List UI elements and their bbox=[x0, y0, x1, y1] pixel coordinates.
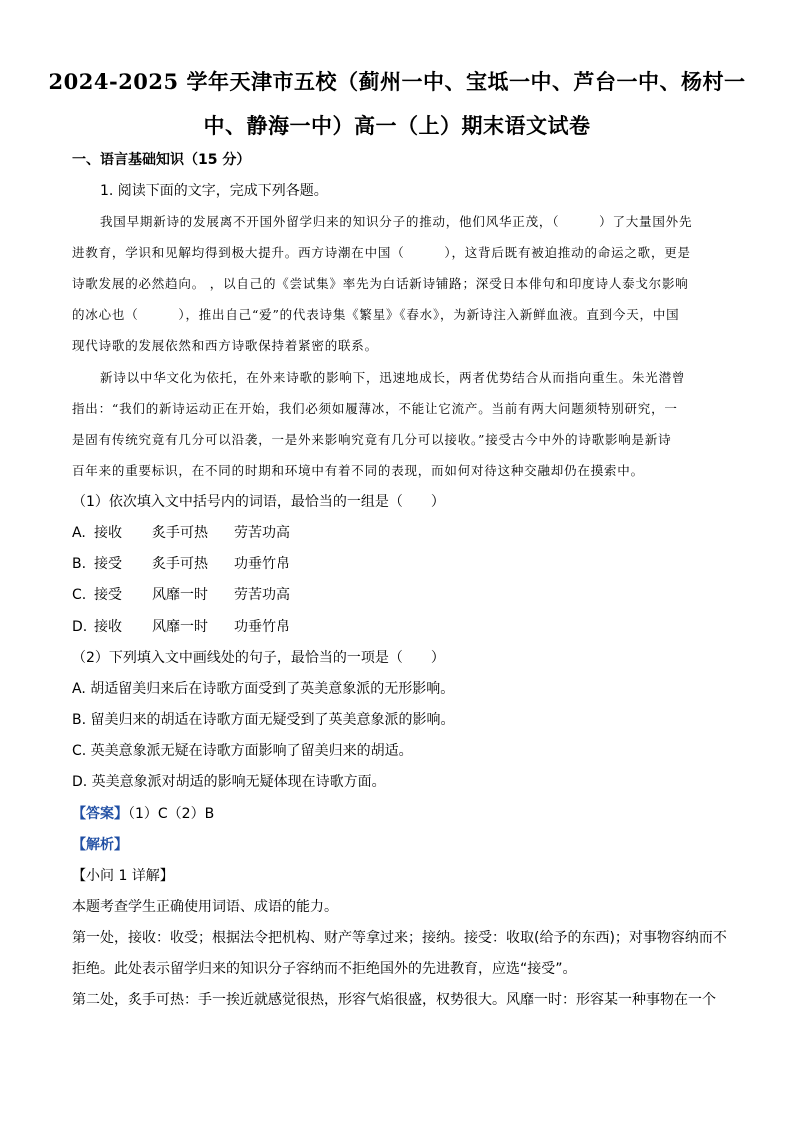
question-1-intro: 1. 阅读下面的文字，完成下列各题。 bbox=[100, 183, 328, 199]
option-key: B. bbox=[72, 556, 87, 572]
answer-line bbox=[72, 804, 214, 824]
option-word: 接受 bbox=[94, 587, 122, 603]
option-key: C. bbox=[72, 587, 87, 603]
option-b[interactable] bbox=[72, 554, 290, 574]
sub-question-1-stem: （1）依次填入文中括号内的词语，最恰当的一组是（ ） bbox=[72, 494, 445, 510]
sub-question-2-stem: （2）下列填入文中画线处的句子，最恰当的一项是（ ） bbox=[72, 650, 445, 666]
option-word: 接收 bbox=[94, 619, 122, 635]
option-c[interactable]: C. 英美意象派无疑在诗歌方面影响了留美归来的胡适。 bbox=[72, 743, 413, 759]
section-heading: 一、语言基础知识（15 分） bbox=[72, 152, 251, 168]
option-key: D. bbox=[72, 619, 88, 635]
option-word: 风靡一时 bbox=[152, 587, 208, 603]
option-word: 接受 bbox=[94, 556, 122, 572]
option-d[interactable] bbox=[72, 617, 290, 637]
option-word: 接收 bbox=[94, 525, 122, 541]
option-a[interactable]: A. 胡适留美归来后在诗歌方面受到了英美意象派的无形影响。 bbox=[72, 681, 455, 697]
explanation-line: 本题考查学生正确使用词语、成语的能力。 bbox=[72, 899, 338, 915]
option-word: 劳苦功高 bbox=[234, 525, 290, 541]
exam-title-line-2: 中、静海一中）高一（上）期末语文试卷 bbox=[203, 113, 591, 138]
passage-line: 我国早期新诗的发展离不开国外留学归来的知识分子的推动，他们风华正茂，（ ）了大量国外先 bbox=[100, 214, 693, 229]
explanation-line: 第一处，接收：收受；根据法令把机构、财产等拿过来；接纳。接受：收取(给予的东西)；对事物容纳而不 bbox=[72, 930, 727, 946]
passage-line: 诗歌发展的必然趋向。 ，以自己的《尝试集》率先为白话新诗铺路；深受日本俳句和印度诗人泰戈尔影响 bbox=[72, 276, 689, 291]
option-word: 风靡一时 bbox=[152, 619, 208, 635]
explanation-line: 第二处，炙手可热：手一挨近就感觉很热，形容气焰很盛，权势很大。风靡一时：形容某一种事物在一个 bbox=[72, 992, 716, 1008]
detail-label: 【小问 1 详解】 bbox=[72, 868, 174, 884]
explanation-line: 拒绝。此处表示留学归来的知识分子容纳而不拒绝国外的先进教育，应选“接受”。 bbox=[72, 961, 577, 977]
option-c[interactable] bbox=[72, 585, 290, 605]
analysis-label: 【解析】 bbox=[72, 837, 128, 853]
passage-line: 百年来的重要标识，在不同的时期和环境中有着不同的表现，而如何对待这种交融却仍在摸索中。 bbox=[72, 463, 644, 478]
passage-line: 现代诗歌的发展依然和西方诗歌保持着紧密的联系。 bbox=[72, 338, 378, 353]
option-key: A. bbox=[72, 525, 86, 541]
option-b[interactable]: B. 留美归来的胡适在诗歌方面无疑受到了英美意象派的影响。 bbox=[72, 712, 455, 728]
answer-label: 【答案】 bbox=[72, 806, 128, 822]
passage-line: 新诗以中华文化为依托，在外来诗歌的影响下，迅速地成长，两者优势结合从而指向重生。朱光潜曾 bbox=[100, 370, 686, 385]
passage-line: 是固有传统究竟有几分可以沿袭，一是外来影响究竟有几分可以接收。”接受古今中外的诗歌影响是新诗 bbox=[72, 432, 672, 447]
passage-line: 的冰心也（ ），推出自己“爱”的代表诗集《繁星》《春水》，为新诗注入新鲜血液。直到今天，中国 bbox=[72, 307, 680, 322]
option-word: 劳苦功高 bbox=[234, 587, 290, 603]
passage-line: 进教育，学识和见解均得到极大提升。西方诗潮在中国（ ），这背后既有被迫推动的命运之歌，更是 bbox=[72, 245, 691, 260]
option-d[interactable]: D. 英美意象派对胡适的影响无疑体现在诗歌方面。 bbox=[72, 774, 386, 790]
option-word: 炙手可热 bbox=[152, 556, 208, 572]
answer-text: （1）C（2）B bbox=[128, 806, 215, 822]
passage-line: 指出：“我们的新诗运动正在开始，我们必须如履薄冰，不能让它流产。当前有两大问题须特别研究，一 bbox=[72, 401, 678, 416]
exam-title-line-1: 2024-2025 学年天津市五校（蓟州一中、宝坻一中、芦台一中、杨村一 bbox=[48, 69, 746, 94]
option-word: 炙手可热 bbox=[152, 525, 208, 541]
option-a[interactable] bbox=[72, 523, 290, 543]
option-word: 功垂竹帛 bbox=[234, 619, 290, 635]
option-word: 功垂竹帛 bbox=[234, 556, 290, 572]
